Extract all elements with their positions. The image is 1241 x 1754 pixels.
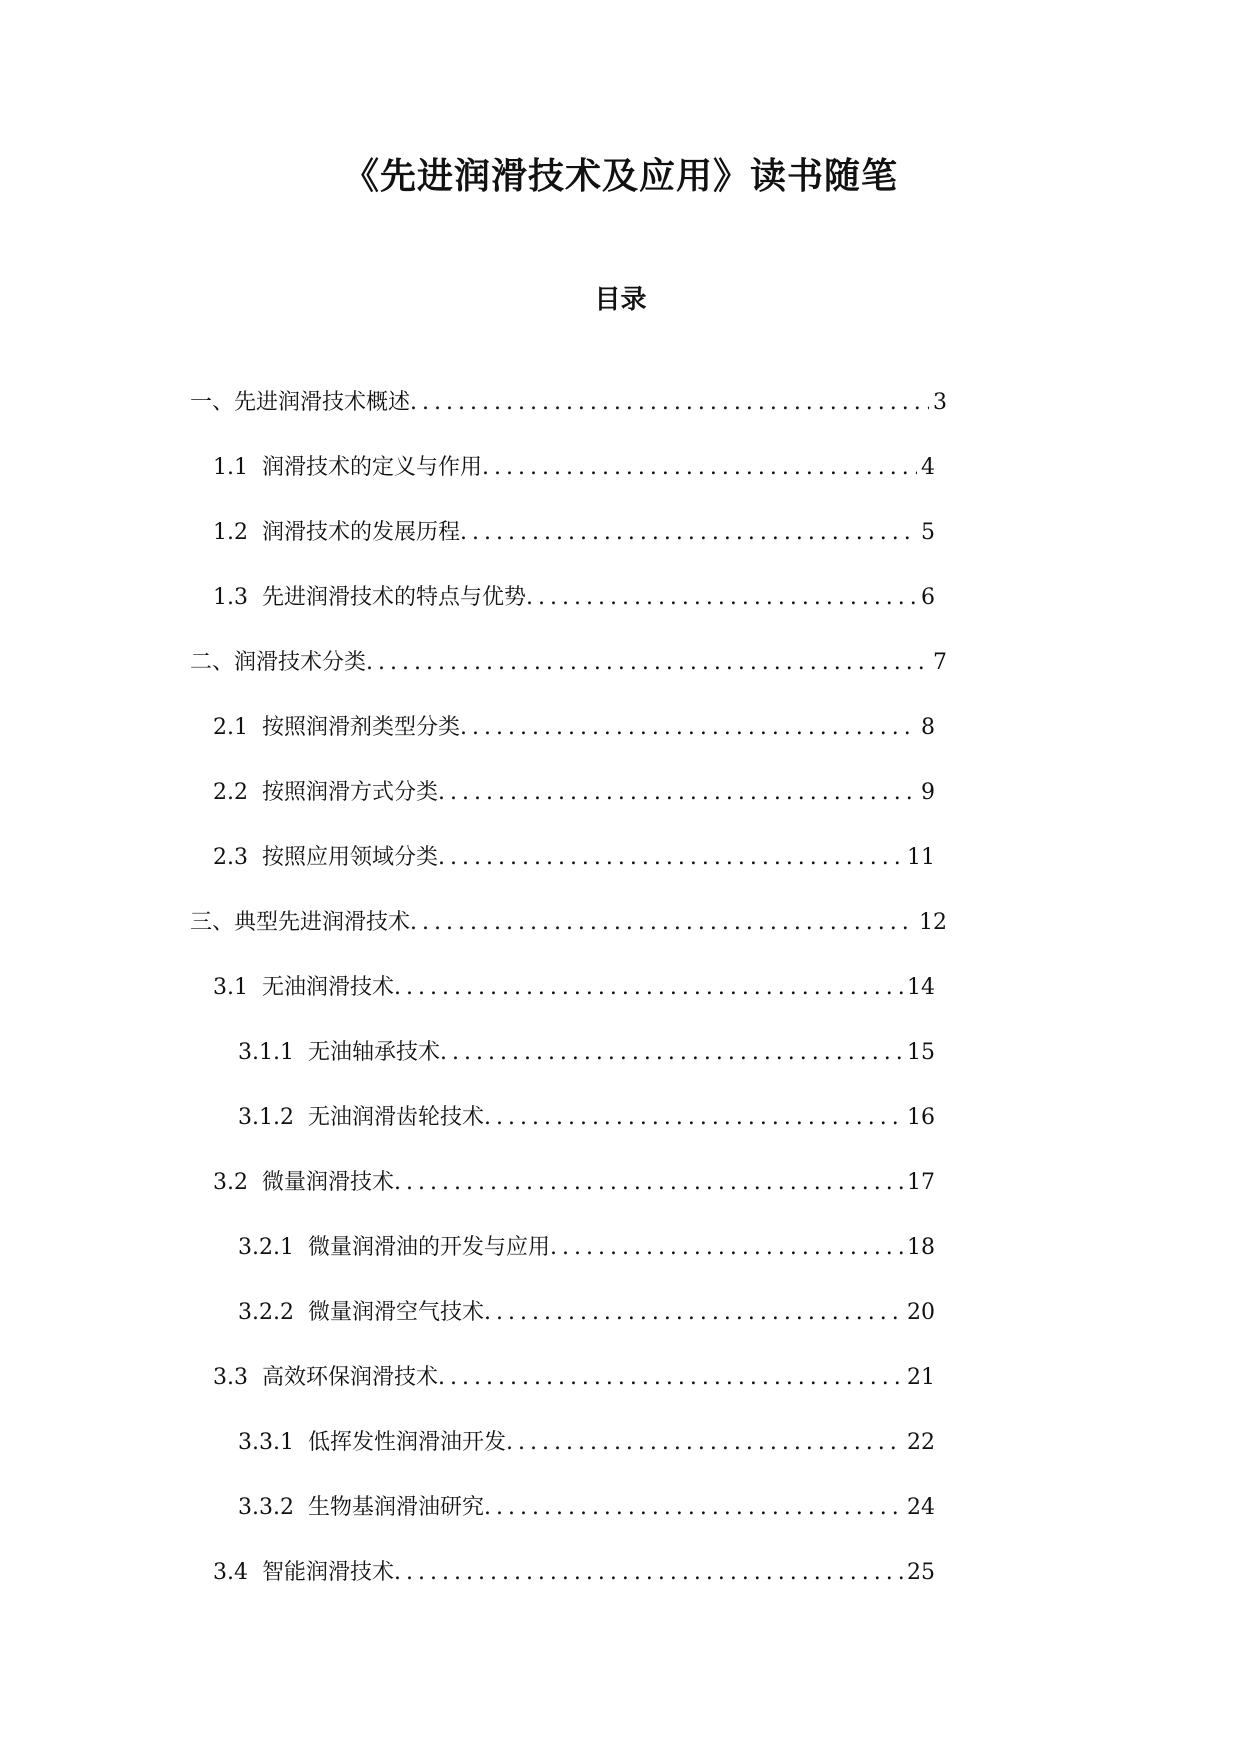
toc-entry-title: 微量润滑油的开发与应用 [307,1235,550,1260]
toc-entry-number: 2.2 [213,780,248,805]
toc-entry-title: 润滑技术分类 [234,650,367,675]
toc-entry-page-number: 15 [907,1040,935,1065]
toc-entry-page-number: 17 [907,1170,935,1195]
toc-entry-number: 1.2 [213,520,248,545]
toc-entry-page-number: 4 [921,455,935,480]
toc-entry-number: 一、 [190,390,235,415]
dot-leader [484,1295,903,1331]
toc-entry-title: 先进润滑技术概述 [234,390,411,415]
toc-entry[interactable] [213,710,935,775]
toc-entry-page-number: 6 [921,585,935,610]
toc-entry-page-number: 14 [907,975,935,1000]
toc-entry-page-number: 20 [907,1300,935,1325]
toc-entry[interactable] [190,645,947,710]
toc-entry-page-number: 18 [907,1235,935,1260]
toc-entry[interactable] [238,1035,935,1100]
toc-entry-title: 润滑技术的发展历程 [262,520,461,545]
toc-entry-number: 1.1 [213,455,248,480]
toc-entry-number: 3.2.2 [238,1300,294,1325]
toc-heading: 目录 [594,285,647,315]
toc-entry-page-number: 9 [921,780,935,805]
toc-entry-page-number: 3 [933,390,947,415]
toc-entry[interactable] [213,1165,935,1230]
dot-leader [440,1035,903,1071]
dot-leader [438,1360,903,1396]
toc-entry-title: 按照润滑剂类型分类 [262,715,461,740]
toc-entry-number: 3.3 [213,1365,248,1390]
dot-leader [526,580,917,616]
toc-entry-title: 按照润滑方式分类 [262,780,439,805]
toc-entry[interactable] [238,1100,935,1165]
dot-leader [506,1425,903,1461]
toc-entry-page-number: 25 [907,1560,935,1585]
toc-entry-title: 低挥发性润滑油开发 [307,1430,506,1455]
toc-entry-page-number: 21 [907,1365,935,1390]
toc-entry-title: 典型先进润滑技术 [234,910,411,935]
toc-entry[interactable] [190,905,947,970]
toc-entry-number: 3.2 [213,1170,248,1195]
toc-entry-page-number: 5 [921,520,935,545]
toc-entry-number: 1.3 [213,585,248,610]
toc-entry[interactable] [213,1555,935,1620]
dot-leader [438,775,917,811]
toc-entry-number: 2.1 [213,715,248,740]
toc-entry-number: 2.3 [213,845,248,870]
toc-entry-page-number: 24 [907,1495,935,1520]
toc-entry-page-number: 11 [907,845,935,870]
toc-entry[interactable] [213,515,935,580]
toc-entry-page-number: 22 [907,1430,935,1455]
toc-entry[interactable] [213,840,935,905]
toc-entry-title: 智能润滑技术 [262,1560,395,1585]
toc-entry-title: 高效环保润滑技术 [262,1365,439,1390]
toc-entry-number: 3.3.1 [238,1430,294,1455]
toc-entry-number: 3.1.2 [238,1105,294,1130]
toc-entry-title: 微量润滑空气技术 [307,1300,484,1325]
toc-entry-page-number: 7 [933,650,947,675]
toc-entry-title: 微量润滑技术 [262,1170,395,1195]
dot-leader [460,515,917,551]
toc-entry-number: 3.4 [213,1560,248,1585]
dot-leader [550,1230,903,1266]
dot-leader [438,840,903,876]
toc-entry-page-number: 16 [907,1105,935,1130]
toc-entry-title: 润滑技术的定义与作用 [262,455,483,480]
toc-entry-number: 3.2.1 [238,1235,294,1260]
dot-leader [482,450,917,486]
toc-entry-number: 3.3.2 [238,1495,294,1520]
toc-entry-number: 3.1 [213,975,248,1000]
toc-entry-number: 三、 [190,910,235,935]
toc-entry-title: 无油润滑技术 [262,975,395,1000]
toc-entry[interactable] [213,970,935,1035]
dot-leader [484,1490,903,1526]
dot-leader [484,1100,903,1136]
toc-entry-number: 二、 [190,650,235,675]
toc-entry-title: 无油润滑齿轮技术 [307,1105,484,1130]
document-title: 《先进润滑技术及应用》读书随笔 [342,155,898,197]
table-of-contents [0,385,1241,1620]
toc-entry-page-number: 8 [921,715,935,740]
toc-entry-title: 无油轴承技术 [307,1040,440,1065]
toc-entry[interactable] [213,450,935,515]
toc-entry[interactable] [238,1230,935,1295]
toc-entry[interactable] [213,775,935,840]
toc-entry[interactable] [238,1295,935,1360]
toc-entry[interactable] [238,1425,935,1490]
dot-leader [410,385,929,421]
toc-entry-number: 3.1.1 [238,1040,294,1065]
toc-entry-title: 生物基润滑油研究 [307,1495,484,1520]
toc-entry-page-number: 12 [919,910,947,935]
toc-entry-title: 按照应用领域分类 [262,845,439,870]
toc-entry[interactable] [213,1360,935,1425]
dot-leader [394,970,903,1006]
dot-leader [394,1555,903,1591]
dot-leader [366,645,929,681]
dot-leader [410,905,915,941]
dot-leader [394,1165,903,1201]
toc-entry[interactable] [190,385,947,450]
toc-entry[interactable] [213,580,935,645]
toc-entry-title: 先进润滑技术的特点与优势 [262,585,527,610]
dot-leader [460,710,917,746]
toc-entry[interactable] [238,1490,935,1555]
